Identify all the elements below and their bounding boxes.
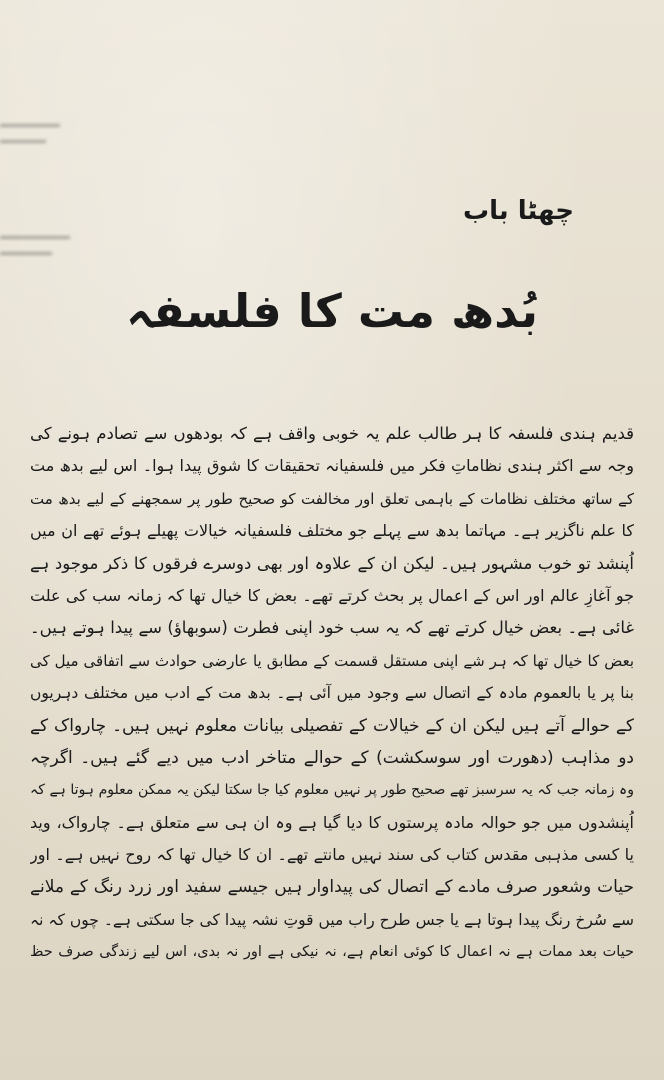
chapter-title: بُدھ مت کا فلسفہ xyxy=(126,284,538,338)
scan-smudge xyxy=(0,252,52,255)
scan-smudge xyxy=(0,124,60,127)
text-line: کے ساتھ مختلف نظامات کے باہمی تعلق اور مخالفت کو صحیح طور پر سمجھنے کے لیے بدھ مت xyxy=(30,489,634,508)
body-text xyxy=(30,418,634,969)
scan-smudge xyxy=(0,140,46,143)
text-line: اُپنشدوں میں جو حوالہ مادہ پرستوں کا دیا گیا ہے وہ ان ہی سے متعلق ہے۔ چارواک، وید xyxy=(30,812,634,832)
scan-smudge xyxy=(0,236,70,239)
text-line: یا کسی مذہبی مقدس کتاب کی سند نہیں مانتے تھے۔ ان کا خیال تھا کہ روح نہیں ہے۔ اور xyxy=(30,845,634,865)
text-line: وہ زمانہ جب کہ یہ سرسبز تھے صحیح طور پر نہیں معلوم کیا جا سکتا لیکن یہ ممکن معلوم ہوتا ہے کہ xyxy=(30,782,634,799)
text-line: کا علم ناگزیر ہے۔ مہاتما بدھ سے پہلے جو مختلف فلسفیانہ خیالات پھیلے ہوئے تھے ان میں xyxy=(30,521,634,541)
text-line: جو آغازِ عالم اور اس کے اعمال پر بحث کرتے تھے۔ بعض کا خیال تھا کہ زمانہ سب کی علت xyxy=(30,585,634,605)
text-line: قدیم ہندی فلسفہ کا ہر طالب علم یہ خوبی واقف ہے کہ بودھوں سے تصادم ہونے کی xyxy=(30,424,634,443)
text-line: حیات بعد ممات ہے نہ اعمال کا کوئی انعام ہے، نہ نیکی ہے اور نہ بدی، اس لیے زندگی صرف حظ xyxy=(30,944,634,961)
text-line: حیات وشعور صرف مادے کے اتصال کی پیداوار ہیں جیسے سفید اور زرد رنگ کے ملانے xyxy=(30,877,634,898)
chapter-number: چھٹا باب xyxy=(463,196,574,226)
text-line: بعض کا خیال تھا کہ ہر شے اپنی مستقل قسمت کے مطابق یا عارضی حوادث سے اتفاقی میل کی xyxy=(30,651,634,670)
text-line: دو مذاہب (دھورت اور سوسکشت) کے حوالے متاخر ادب میں دیے گئے ہیں۔ اگرچہ xyxy=(30,747,634,768)
text-line: بنا پر یا بالعموم مادہ کے اتصال سے وجود میں آئی ہے۔ بدھ مت کے ادب میں مختلف دہریوں xyxy=(30,684,634,703)
text-line: وجہ سے اکثر ہندی نظاماتِ فکر میں فلسفیانہ تحقیقات کا شوق پیدا ہوا۔ اس لیے بدھ مت xyxy=(30,456,634,476)
text-line: غائی ہے۔ بعض خیال کرتے تھے کہ یہ سب خود اپنی فطرت (سوبھاؤ) سے پیدا ہوتے ہیں۔ xyxy=(30,618,634,638)
text-line: کے حوالے آتے ہیں لیکن ان کے خیالات کے تفصیلی بیانات معلوم نہیں ہیں۔ چارواک کے xyxy=(30,715,634,736)
text-line: سے سُرخ رنگ پیدا ہوتا ہے یا جس طرح راب میں قوتِ نشہ پیدا کی جا سکتی ہے۔ چوں کہ نہ xyxy=(30,910,634,929)
text-line: اُپنشد تو خوب مشہور ہیں۔ لیکن ان کے علاوہ اور بھی دوسرے فرقوں کا ذکر موجود ہے xyxy=(30,553,634,573)
